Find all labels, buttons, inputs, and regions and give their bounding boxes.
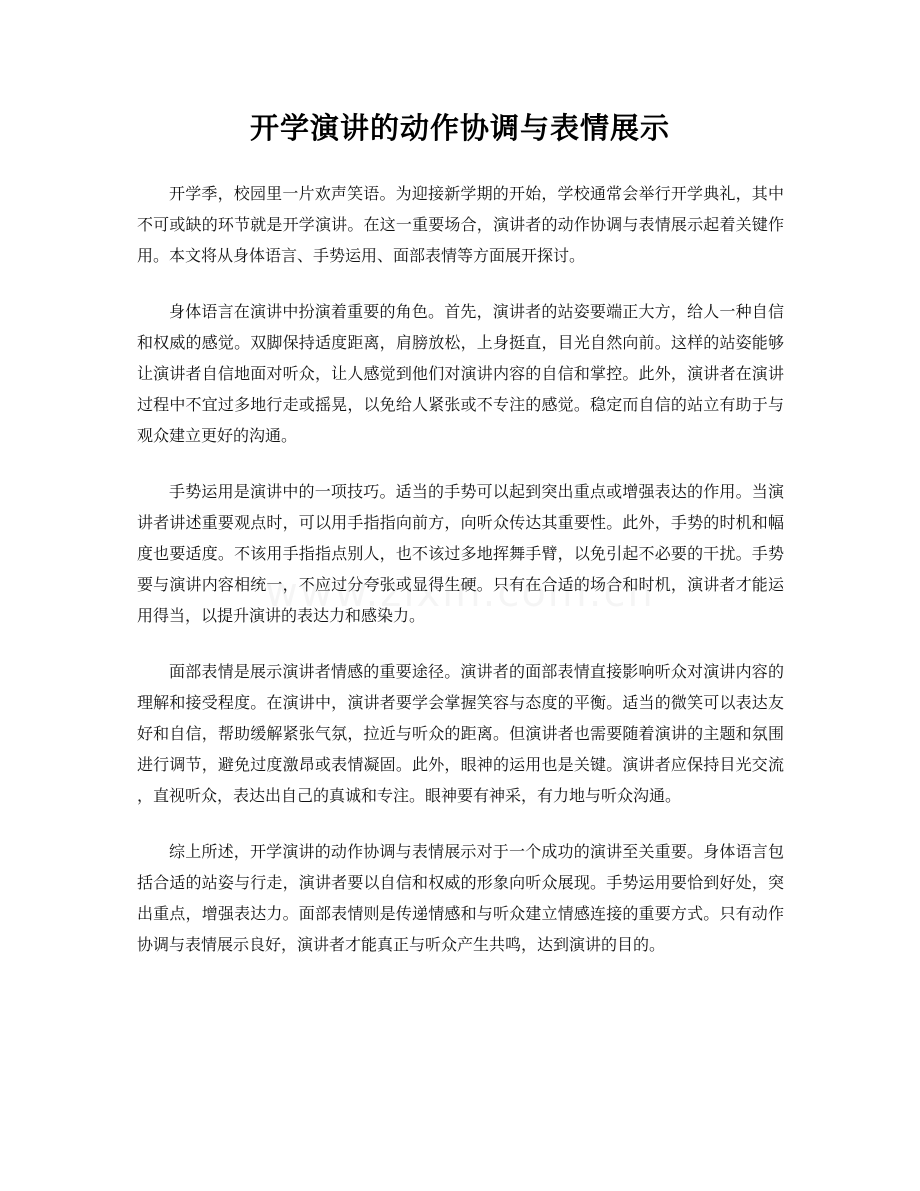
paragraph-conclusion: 综上所述，开学演讲的动作协调与表情展示对于一个成功的演讲至关重要。身体语言包括合适的站姿与行走，演讲者要以自信和权威的形象向听众展现。手势运用要恰到好处，突出重点，增强表达力。面部表情则是传递情感和与听众建立情感连接的重要方式。只有动作协调与表情展示良好，演讲者才能真正与听众产生共鸣，达到演讲的目的。 bbox=[137, 842, 784, 954]
document-body bbox=[137, 178, 784, 985]
paragraph-body-language: 身体语言在演讲中扮演着重要的角色。首先，演讲者的站姿要端正大方，给人一种自信和权威的感觉。双脚保持适度距离，肩膀放松，上身挺直，目光自然向前。这样的站姿能够让演讲者自信地面对听众，让人感觉到他们对演讲内容的自信和掌控。此外，演讲者在演讲过程中不宜过多地行走或摇晃，以免给人紧张或不专注的感觉。稳定而自信的站立有助于与观众建立更好的沟通。 bbox=[137, 302, 784, 445]
paragraph-gestures: 手势运用是演讲中的一项技巧。适当的手势可以起到突出重点或增强表达的作用。当演讲者讲述重要观点时，可以用手指指向前方，向听众传达其重要性。此外，手势的时机和幅度也要适度。不该用手指指点别人，也不该过多地挥舞手臂，以免引起不必要的干扰。手势要与演讲内容相统一，不应过分夸张或显得生硬。只有在合适的场合和时机，演讲者才能运用得当，以提升演讲的表达力和感染力。 bbox=[137, 482, 784, 625]
paragraph-facial-expression: 面部表情是展示演讲者情感的重要途径。演讲者的面部表情直接影响听众对演讲内容的理解和接受程度。在演讲中，演讲者要学会掌握笑容与态度的平衡。适当的微笑可以表达友好和自信，帮助缓解紧张气氛，拉近与听众的距离。但演讲者也需要随着演讲的主题和氛围进行调节，避免过度激昂或表情凝固。此外，眼神的运用也是关键。演讲者应保持目光交流，直视听众，表达出自己的真诚和专注。眼神要有神采，有力地与听众沟通。 bbox=[137, 662, 784, 805]
document-title: 开学演讲的动作协调与表情展示 bbox=[249, 111, 670, 145]
paragraph-intro: 开学季，校园里一片欢声笑语。为迎接新学期的开始，学校通常会举行开学典礼，其中不可或缺的环节就是开学演讲。在这一重要场合，演讲者的动作协调与表情展示起着关键作用。本文将从身体语言、手势运用、面部表情等方面展开探讨。 bbox=[137, 184, 784, 265]
